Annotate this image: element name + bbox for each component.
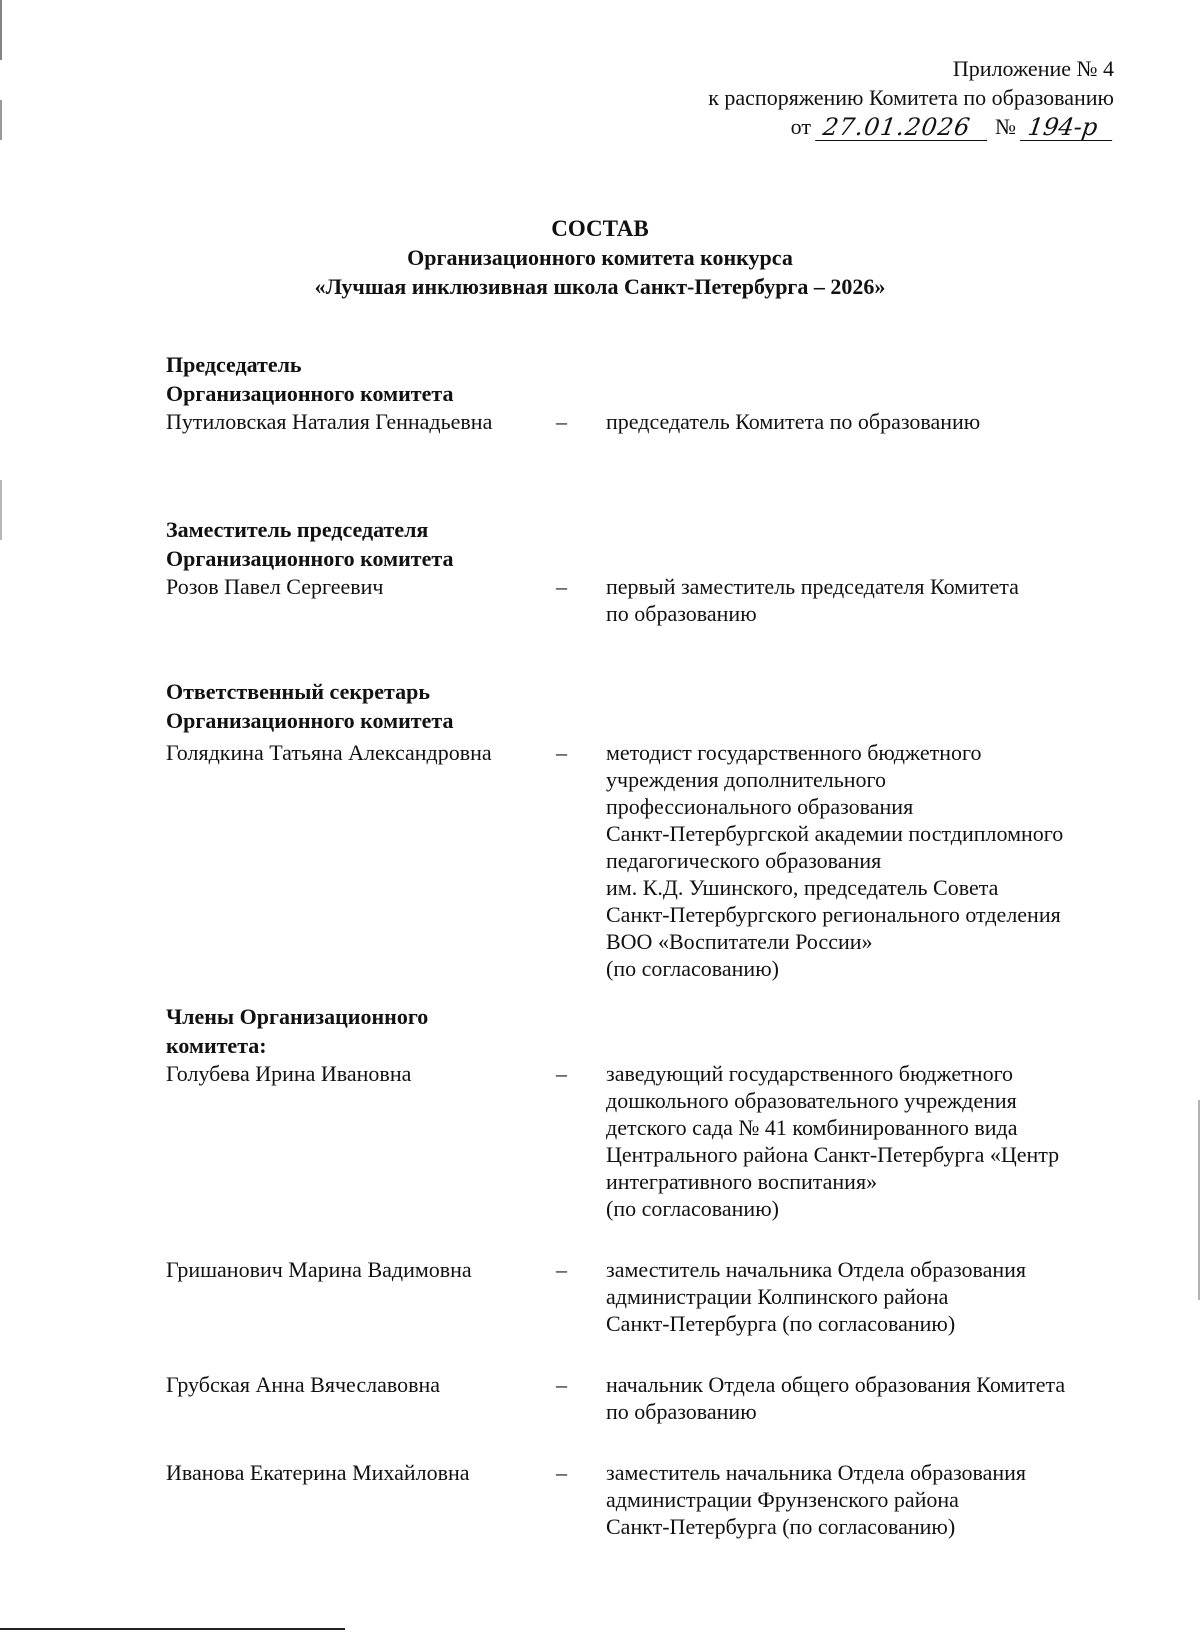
- role-line: Санкт-Петербургского регионального отделения: [606, 902, 1061, 927]
- heading-line: Члены Организационного: [166, 1004, 429, 1029]
- role-line: администрации Фрунзенского района: [606, 1487, 959, 1512]
- role-line: заместитель начальника Отдела образования: [606, 1460, 1027, 1485]
- member-row: [166, 739, 1116, 982]
- appendix-header: [708, 54, 1114, 141]
- role-line: заместитель начальника Отдела образования: [606, 1257, 1027, 1282]
- role-line: администрации Колпинского района: [606, 1284, 949, 1309]
- member-name: Голядкина Татьяна Александровна: [166, 740, 492, 765]
- role-line: Санкт-Петербурга (по согласованию): [606, 1311, 956, 1336]
- title-line-3: «Лучшая инклюзивная школа Санкт-Петербурга – 2026»: [314, 274, 886, 299]
- role-line: методист государственного бюджетного: [606, 740, 982, 765]
- member-dash: –: [556, 1372, 567, 1397]
- section-secretary: [166, 677, 1116, 982]
- role-line: (по согласованию): [606, 1196, 779, 1221]
- member-name: Грубская Анна Вячеславовна: [166, 1372, 440, 1397]
- member-name: Путиловская Наталия Геннадьевна: [166, 409, 493, 434]
- member-name: Розов Павел Сергеевич: [166, 574, 384, 599]
- appendix-date-number-row: [708, 112, 1114, 141]
- member-row: [166, 1459, 1116, 1540]
- heading-line: Организационного комитета: [166, 546, 454, 571]
- role-line: по образованию: [606, 1399, 757, 1424]
- member-role: [606, 408, 1116, 435]
- member-dash: –: [556, 1257, 567, 1282]
- title-line-2: Организационного комитета конкурса: [407, 245, 793, 270]
- footer-rule: [0, 1628, 345, 1630]
- role-line: интегративного воспитания»: [606, 1169, 878, 1194]
- heading-line: Ответственный секретарь: [166, 679, 430, 704]
- handwritten-date: 27.01.2026: [815, 114, 991, 141]
- role-line: Санкт-Петербурга (по согласованию): [606, 1514, 956, 1539]
- member-role: [606, 1256, 1116, 1337]
- section-members: [166, 1002, 1116, 1540]
- title-line-1: СОСТАВ: [551, 216, 649, 241]
- heading-line: Организационного комитета: [166, 708, 454, 733]
- role-line: детского сада № 41 комбинированного вида: [606, 1115, 1018, 1140]
- heading-line: Председатель: [166, 352, 302, 377]
- appendix-number: Приложение № 4: [952, 56, 1114, 81]
- member-row: [166, 573, 1116, 627]
- role-line: учреждения дополнительного: [606, 767, 886, 792]
- member-row: [166, 1060, 1116, 1222]
- section-heading: [166, 350, 1116, 408]
- role-line: начальник Отдела общего образования Комитета: [606, 1372, 1066, 1397]
- member-role: [606, 1060, 1116, 1222]
- member-name: Гришанович Марина Вадимовна: [166, 1257, 472, 1282]
- member-dash: –: [556, 574, 567, 599]
- role-line: ВОО «Воспитатели России»: [606, 929, 873, 954]
- section-deputy-chairman: [166, 515, 1116, 627]
- member-name: Иванова Екатерина Михайловна: [166, 1460, 470, 1485]
- document-title: [0, 214, 1200, 301]
- role-line: профессионального образования: [606, 794, 914, 819]
- handwritten-number: 194-р: [1020, 114, 1116, 141]
- role-line: председатель Комитета по образованию: [606, 409, 981, 434]
- member-role: [606, 1459, 1116, 1540]
- member-row: [166, 408, 1116, 435]
- role-line: (по согласованию): [606, 956, 779, 981]
- section-heading: [166, 515, 1116, 573]
- section-heading: [166, 1002, 1116, 1060]
- heading-line: комитета:: [166, 1033, 267, 1058]
- role-line: им. К.Д. Ушинского, председатель Совета: [606, 875, 999, 900]
- role-line: дошкольного образовательного учреждения: [606, 1088, 1017, 1113]
- role-line: педагогического образования: [606, 848, 882, 873]
- date-prefix: от: [790, 114, 811, 139]
- role-line: первый заместитель председателя Комитета: [606, 574, 1019, 599]
- role-line: по образованию: [606, 601, 757, 626]
- member-dash: –: [556, 1460, 567, 1485]
- heading-line: Заместитель председателя: [166, 517, 429, 542]
- role-line: Центрального района Санкт-Петербурга «Центр: [606, 1142, 1060, 1167]
- member-dash: –: [556, 740, 567, 765]
- member-role: [606, 739, 1116, 982]
- role-line: заведующий государственного бюджетного: [606, 1061, 1014, 1086]
- heading-line: Организационного комитета: [166, 381, 454, 406]
- member-role: [606, 1371, 1116, 1425]
- number-prefix: №: [995, 114, 1016, 139]
- section-heading: [166, 677, 1116, 735]
- member-dash: –: [556, 409, 567, 434]
- member-row: [166, 1371, 1116, 1425]
- role-line: Санкт-Петербургской академии постдипломного: [606, 821, 1064, 846]
- member-dash: –: [556, 1061, 567, 1086]
- member-row: [166, 1256, 1116, 1337]
- appendix-reference: к распоряжению Комитета по образованию: [708, 85, 1114, 110]
- section-chairman: [166, 350, 1116, 435]
- member-name: Голубева Ирина Ивановна: [166, 1061, 412, 1086]
- member-role: [606, 573, 1116, 627]
